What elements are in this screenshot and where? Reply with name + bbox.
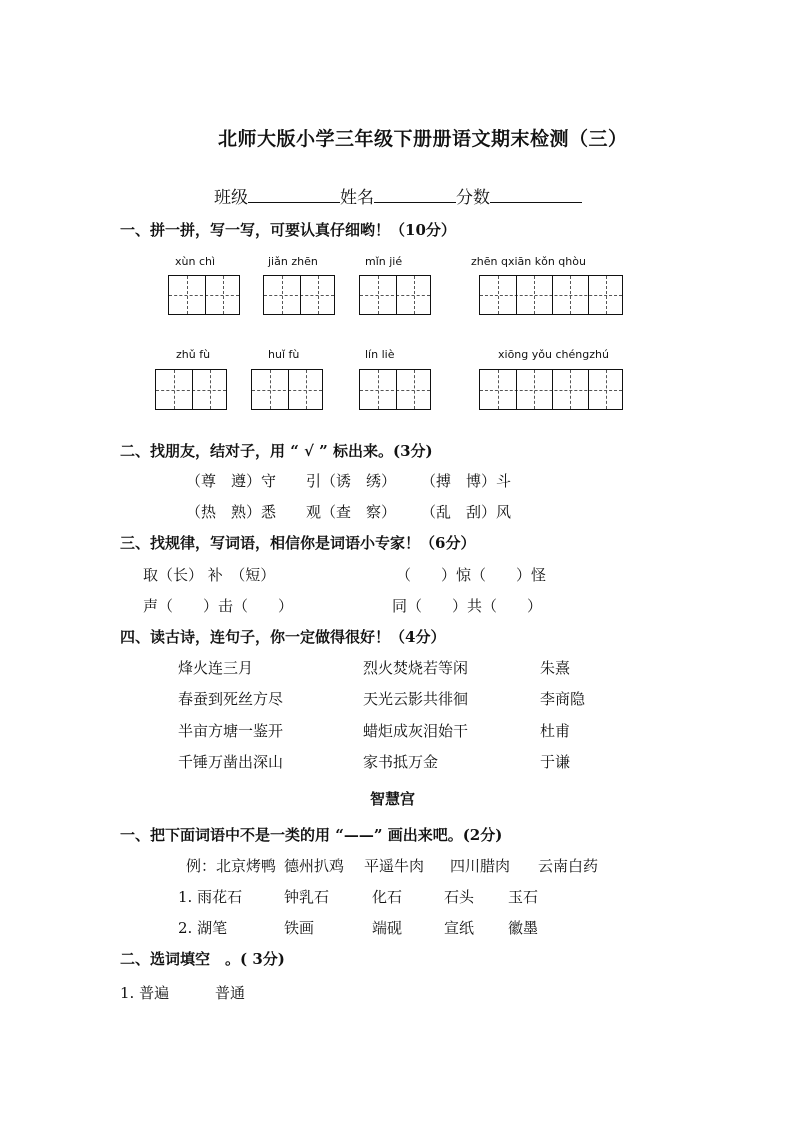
poet-name[interactable]: 杜甫 [540,722,571,740]
writing-grid[interactable] [263,275,335,315]
word-choice[interactable]: 引（诱 绣） [306,472,397,490]
wisdom-section-2-heading: 二、选词填空 。( 3分) [120,950,285,968]
class-blank[interactable] [248,186,340,203]
score-label: 分数 [456,188,490,208]
pattern-item[interactable]: 同（ ）共（ ） [392,597,543,615]
word-choice[interactable]: （乱 刮）风 [421,503,512,521]
class-label: 班级 [214,188,248,208]
poem-line[interactable]: 烽火连三月 [178,659,254,677]
name-label: 姓名 [340,188,374,208]
word-choice[interactable]: （搏 博）斗 [421,472,512,490]
section-3-heading: 三、找规律，写词语，相信你是词语小专家！（6分） [120,534,476,552]
word-option[interactable]: 1. 雨花石 [178,888,243,906]
word-option[interactable]: 宣纸 [444,919,475,937]
poem-line[interactable]: 半亩方塘一鉴开 [178,722,284,740]
example-word: 平遥牛肉 [364,857,425,875]
name-blank[interactable] [374,186,456,203]
pinyin-label: xiōng yǒu chéngzhú [498,348,609,361]
word-option[interactable]: 2. 湖笔 [178,919,228,937]
student-info-line [214,183,582,208]
pinyin-label: lín liè [365,348,395,361]
writing-grid[interactable] [155,369,227,410]
pattern-item[interactable]: 取（长） 补 （短） [143,566,276,584]
poet-name[interactable]: 于谦 [540,753,571,771]
word-option[interactable]: 徽墨 [508,919,539,937]
poem-line[interactable]: 千锤万凿出深山 [178,753,284,771]
example-word: 例：北京烤鸭 [186,857,277,875]
wisdom-title: 智慧宫 [370,790,416,808]
poem-line[interactable]: 家书抵万金 [363,753,439,771]
section-1-heading: 一、拼一拼，写一写，可要认真仔细哟！（10分） [120,221,456,239]
word-option[interactable]: 钟乳石 [284,888,330,906]
page-title: 北师大版小学三年级下册册语文期末检测（三） [218,128,628,150]
score-blank[interactable] [490,186,582,203]
poet-name[interactable]: 朱熹 [540,659,571,677]
word-option[interactable]: 玉石 [508,888,539,906]
pattern-item[interactable]: 声（ ）击（ ） [143,597,294,615]
poem-line[interactable]: 天光云影共徘徊 [363,690,469,708]
word-option[interactable]: 端砚 [372,919,403,937]
writing-grid[interactable] [479,369,623,410]
word-option[interactable]: 石头 [444,888,475,906]
wisdom-section-1-heading: 一、把下面词语中不是一类的用 “——” 画出来吧。(2分) [120,826,503,844]
word-choice[interactable]: （热 熟）悉 [186,503,277,521]
writing-grid[interactable] [359,275,431,315]
poem-line[interactable]: 烈火焚烧若等闲 [363,659,469,677]
word-choice-option[interactable]: 1. 普遍 [120,984,170,1002]
writing-grid[interactable] [359,369,431,410]
writing-grid[interactable] [479,275,623,315]
pinyin-label: zhēn qxiān kǒn qhòu [471,255,586,268]
pinyin-label: mǐn jié [365,255,403,268]
word-choice[interactable]: （尊 遵）守 [186,472,277,490]
pinyin-label: jiǎn zhēn [268,255,318,268]
word-option[interactable]: 化石 [372,888,403,906]
word-choice-option[interactable]: 普通 [215,984,246,1002]
pattern-item[interactable]: （ ）惊（ ）怪 [396,566,547,584]
pinyin-label: xùn chì [175,255,216,268]
poem-line[interactable]: 蜡炬成灰泪始干 [363,722,469,740]
pinyin-label: huǐ fù [268,348,300,361]
example-word: 云南白药 [538,857,599,875]
word-option[interactable]: 铁画 [284,919,315,937]
writing-grid[interactable] [251,369,323,410]
poet-name[interactable]: 李商隐 [540,690,586,708]
example-word: 四川腊肉 [450,857,511,875]
word-choice[interactable]: 观（查 察） [306,503,397,521]
writing-grid[interactable] [168,275,240,315]
section-4-heading: 四、读古诗，连句子，你一定做得很好！（4分） [120,628,446,646]
example-word: 德州扒鸡 [284,857,345,875]
pinyin-label: zhǔ fù [176,348,211,361]
section-2-heading: 二、找朋友，结对子，用 “ √ ” 标出来。(3分) [120,442,433,460]
poem-line[interactable]: 春蚕到死丝方尽 [178,690,284,708]
